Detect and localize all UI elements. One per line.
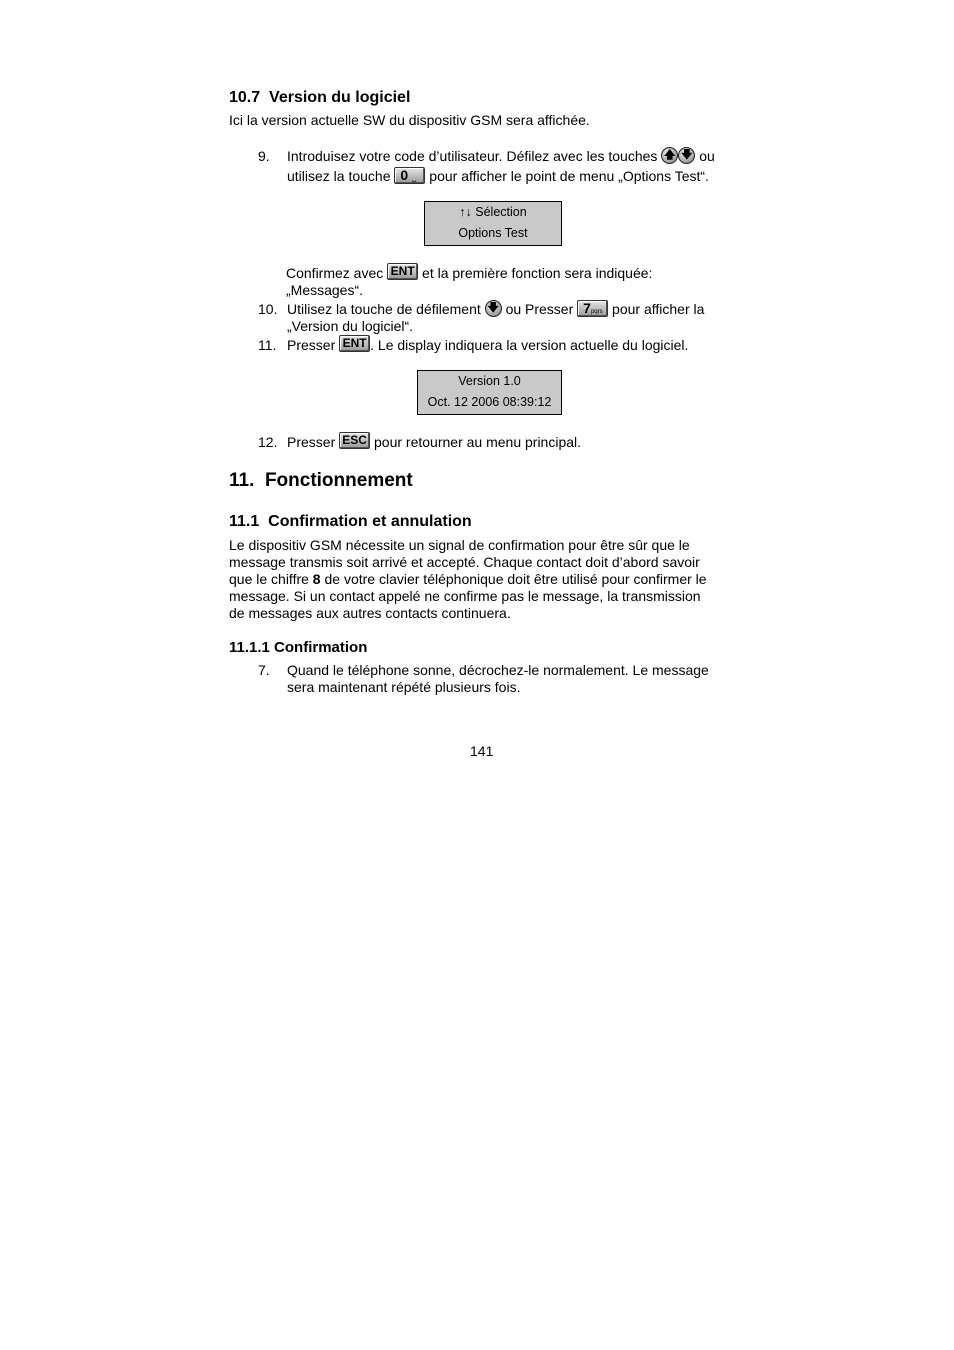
esc-key-icon: ESC [339,432,370,449]
paragraph-text: que le chiffre [229,571,309,587]
step-10-line1 [287,301,704,318]
confirm-text: et la première fonction sera indiquée: [422,265,653,281]
paragraph-line [229,571,707,588]
paragraph-text: de votre clavier téléphonique doit être utilisé pour confirmer le [324,571,707,587]
section-number: 11.1 [229,513,260,530]
section-number: 10.7 [229,89,261,106]
paragraph-bold-digit: 8 [312,571,321,587]
step-12-text: pour retourner au menu principal. [374,434,582,450]
step-12-number: 12. [258,434,278,450]
step-9-text-or: ou [699,148,715,164]
section-11-1-1-heading: 11.1.1 Confirmation [229,639,368,656]
step-10-text: ou Presser [505,301,574,317]
lcd-line-2: Oct. 12 2006 08:39:12 [427,395,552,409]
step-9-line1 [287,148,715,165]
seven-key-icon [577,300,608,317]
step-7-number: 7. [258,662,270,678]
step-11-text: . Le display indiquera la version actuelle du logiciel. [370,337,689,353]
section-number: 11. [229,470,255,491]
step-10-number: 10. [258,301,278,317]
lcd-display-options-test [424,201,562,246]
confirm-text: Confirmez avec [286,265,384,281]
step-9-text: pour afficher le point de menu „Options Test“. [429,168,709,184]
step-9-text: utilisez la touche [287,168,391,184]
zero-key-label: 0 [400,167,409,184]
lcd-line-1: Version 1.0 [458,374,521,388]
section-title: Version du logiciel [269,89,411,106]
confirm-line1 [286,265,652,282]
lcd-line-2: Options Test [458,226,528,240]
confirm-line2: „Messages“. [286,282,364,298]
paragraph-line: message. Si un contact appelé ne confirme pas le message, la transmission [229,588,701,604]
down-arrow-icon: 🡇 [678,147,695,164]
step-11-text: Presser [287,337,336,353]
lcd-line-1: ↑↓ Sélection [459,205,527,219]
up-arrow-icon: 🡅 [661,147,678,164]
step-12-text: Presser [287,434,336,450]
section-11-1-heading [229,512,472,532]
zero-key-icon [394,167,425,184]
section-title: Fonctionnement [264,470,413,491]
step-10-line2: „Version du logiciel“. [287,318,414,334]
paragraph-line: de messages aux autres contacts continuera. [229,605,511,621]
step-11-line1 [287,337,688,354]
section-title: Confirmation et annulation [268,513,472,530]
paragraph-line: message transmis soit arrivé et accepté. Chaque contact doit d’abord savoir [229,554,700,570]
zero-key-sub: ⎵ [412,172,416,183]
section-11-1-paragraph [229,537,707,622]
paragraph-line: Le dispositiv GSM nécessite un signal de confirmation pour être sûr que le [229,537,690,553]
down-arrow-icon: 🡇 [485,300,502,317]
step-10-text: pour afficher la [612,301,705,317]
step-11-number: 11. [258,337,277,353]
seven-key-sub: pqrs [590,309,603,316]
page-number: 141 [470,743,494,759]
section-10-7-intro: Ici la version actuelle SW du dispositiv GSM sera affichée. [229,112,590,128]
step-9-text: Introduisez votre code d’utilisateur. Défilez avec les touches [287,148,658,164]
section-11-heading [229,470,413,492]
ent-key-icon: ENT [387,263,418,280]
step-12-line1 [287,434,581,451]
step-10-text: Utilisez la touche de défilement [287,301,481,317]
step-7-line1: Quand le téléphone sonne, décrochez-le normalement. Le message [287,662,709,678]
step-7-line2: sera maintenant répété plusieurs fois. [287,679,521,695]
section-10-7-heading [229,88,410,108]
step-9-line2 [287,168,709,185]
step-9-number: 9. [258,148,270,164]
seven-key-label: 7 [583,300,591,317]
lcd-display-version [417,370,562,415]
ent-key-icon: ENT [339,335,370,352]
